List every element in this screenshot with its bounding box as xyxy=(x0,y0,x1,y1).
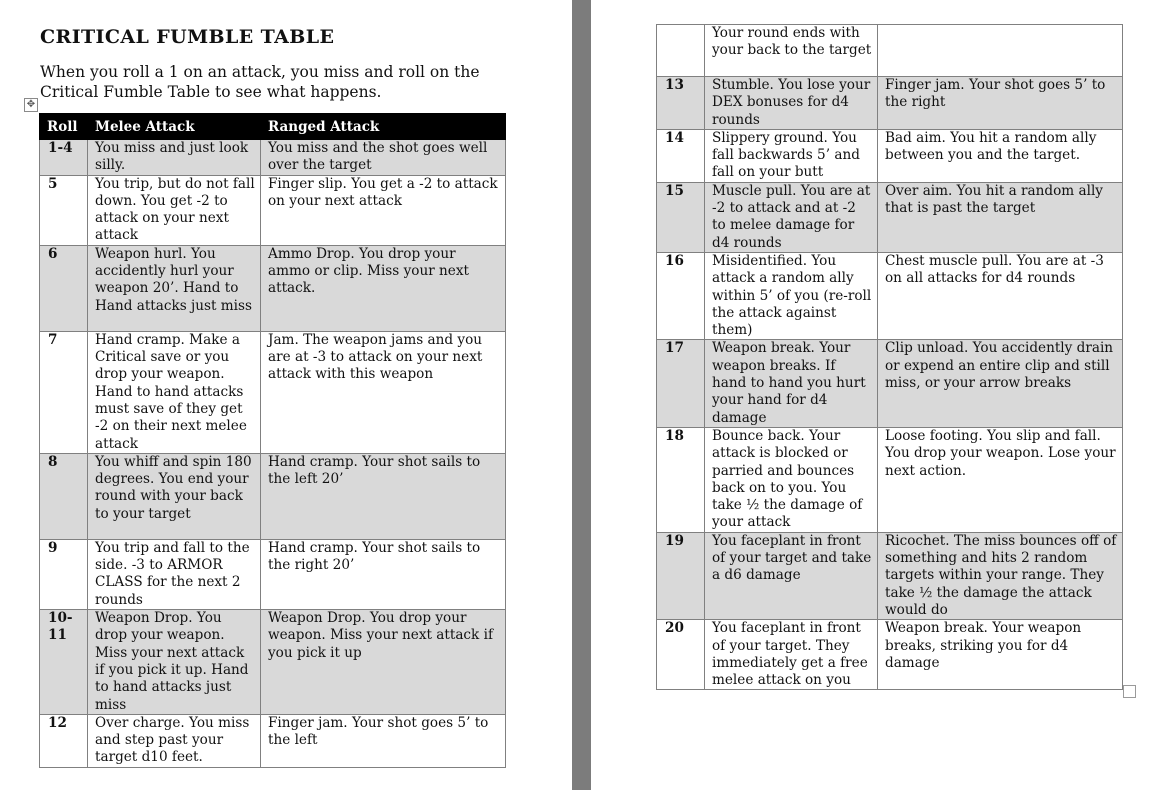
melee-cell: You miss and just look silly. xyxy=(88,140,261,176)
table-row xyxy=(40,714,506,767)
table-row xyxy=(657,252,1123,339)
table-row xyxy=(657,340,1123,427)
table-row xyxy=(40,245,506,331)
melee-cell: You faceplant in front of your target. They immediately get a free melee attack on you xyxy=(705,620,878,690)
table-row xyxy=(40,610,506,715)
table-row xyxy=(657,620,1123,690)
table-row xyxy=(657,129,1123,182)
ranged-cell: Bad aim. You hit a random ally between you and the target. xyxy=(878,129,1123,182)
table-row xyxy=(40,453,506,539)
roll-cell xyxy=(657,25,705,77)
melee-cell: Hand cramp. Make a Critical save or you drop your weapon. Hand to hand attacks must save of they get -2 on their next melee attack xyxy=(88,331,261,453)
ranged-cell: Finger jam. Your shot goes 5’ to the right xyxy=(878,77,1123,130)
ranged-cell: Jam. The weapon jams and you are at -3 to attack on your next attack with this weapon xyxy=(261,331,506,453)
table-move-handle-icon[interactable]: ✥ xyxy=(24,98,38,112)
page-right xyxy=(591,0,1163,790)
table-header-row xyxy=(40,114,506,140)
melee-cell: You trip, but do not fall down. You get -2 to attack on your next attack xyxy=(88,175,261,245)
table-row xyxy=(657,25,1123,77)
melee-cell: Bounce back. Your attack is blocked or parried and bounces back on to you. You take ½ the damage of your attack xyxy=(705,427,878,532)
table-row xyxy=(40,539,506,609)
ranged-cell: Chest muscle pull. You are at -3 on all attacks for d4 rounds xyxy=(878,252,1123,339)
roll-cell: 6 xyxy=(40,245,88,331)
melee-cell: Your round ends with your back to the target xyxy=(705,25,878,77)
intro-paragraph: When you roll a 1 on an attack, you miss and roll on the Critical Fumble Table to see what happens. xyxy=(40,63,480,101)
roll-cell: 1-4 xyxy=(40,140,88,176)
melee-cell: Muscle pull. You are at -2 to attack and at -2 to melee damage for d4 rounds xyxy=(705,182,878,252)
header-ranged-attack: Ranged Attack xyxy=(261,114,506,140)
ranged-cell: Finger jam. Your shot goes 5’ to the left xyxy=(261,714,506,767)
header-roll: Roll xyxy=(40,114,88,140)
melee-cell: Weapon hurl. You accidently hurl your weapon 20’. Hand to Hand attacks just miss xyxy=(88,245,261,331)
roll-cell: 16 xyxy=(657,252,705,339)
table-row xyxy=(657,182,1123,252)
fumble-table-part-2 xyxy=(656,24,1123,690)
melee-cell: Over charge. You miss and step past your target d10 feet. xyxy=(88,714,261,767)
melee-cell: You whiff and spin 180 degrees. You end your round with your back to your target xyxy=(88,453,261,539)
melee-cell: Weapon break. Your weapon breaks. If hand to hand you hurt your hand for d4 damage xyxy=(705,340,878,427)
ranged-cell: Hand cramp. Your shot sails to the right 20’ xyxy=(261,539,506,609)
ranged-cell: Over aim. You hit a random ally that is past the target xyxy=(878,182,1123,252)
roll-cell: 10-11 xyxy=(40,610,88,715)
roll-cell: 7 xyxy=(40,331,88,453)
table-row xyxy=(657,532,1123,619)
roll-cell: 17 xyxy=(657,340,705,427)
roll-cell: 19 xyxy=(657,532,705,619)
melee-cell: Weapon Drop. You drop your weapon. Miss your next attack if you pick it up. Hand to hand attacks just miss xyxy=(88,610,261,715)
roll-cell: 8 xyxy=(40,453,88,539)
ranged-cell: Weapon Drop. You drop your weapon. Miss your next attack if you pick it up xyxy=(261,610,506,715)
melee-cell: Misidentified. You attack a random ally within 5’ of you (re-roll the attack against them) xyxy=(705,252,878,339)
ranged-cell: Weapon break. Your weapon breaks, striking you for d4 damage xyxy=(878,620,1123,690)
melee-cell: Stumble. You lose your DEX bonuses for d4 rounds xyxy=(705,77,878,130)
table-row xyxy=(657,427,1123,532)
ranged-cell: Loose footing. You slip and fall. You drop your weapon. Lose your next action. xyxy=(878,427,1123,532)
roll-cell: 14 xyxy=(657,129,705,182)
roll-cell: 18 xyxy=(657,427,705,532)
melee-cell: You faceplant in front of your target and take a d6 damage xyxy=(705,532,878,619)
page-gutter xyxy=(572,0,591,790)
roll-cell: 9 xyxy=(40,539,88,609)
table-row xyxy=(40,140,506,176)
melee-cell: Slippery ground. You fall backwards 5’ and fall on your butt xyxy=(705,129,878,182)
roll-cell: 13 xyxy=(657,77,705,130)
melee-cell: You trip and fall to the side. -3 to ARMOR CLASS for the next 2 rounds xyxy=(88,539,261,609)
table-row xyxy=(657,77,1123,130)
table-resize-handle-icon[interactable] xyxy=(1123,685,1136,698)
fumble-table-part-1 xyxy=(39,113,506,768)
header-melee-attack: Melee Attack xyxy=(88,114,261,140)
table-row xyxy=(40,175,506,245)
roll-cell: 20 xyxy=(657,620,705,690)
table-row xyxy=(40,331,506,453)
ranged-cell: Hand cramp. Your shot sails to the left 20’ xyxy=(261,453,506,539)
roll-cell: 5 xyxy=(40,175,88,245)
ranged-cell: Clip unload. You accidently drain or expend an entire clip and still miss, or your arrow breaks xyxy=(878,340,1123,427)
roll-cell: 12 xyxy=(40,714,88,767)
ranged-cell: Ricochet. The miss bounces off of something and hits 2 random targets within your range. They take ½ the damage the attack would do xyxy=(878,532,1123,619)
ranged-cell: You miss and the shot goes well over the target xyxy=(261,140,506,176)
ranged-cell: Finger slip. You get a -2 to attack on your next attack xyxy=(261,175,506,245)
ranged-cell xyxy=(878,25,1123,77)
page-title: CRITICAL FUMBLE TABLE xyxy=(40,26,335,48)
roll-cell: 15 xyxy=(657,182,705,252)
ranged-cell: Ammo Drop. You drop your ammo or clip. Miss your next attack. xyxy=(261,245,506,331)
page-left xyxy=(0,0,572,790)
